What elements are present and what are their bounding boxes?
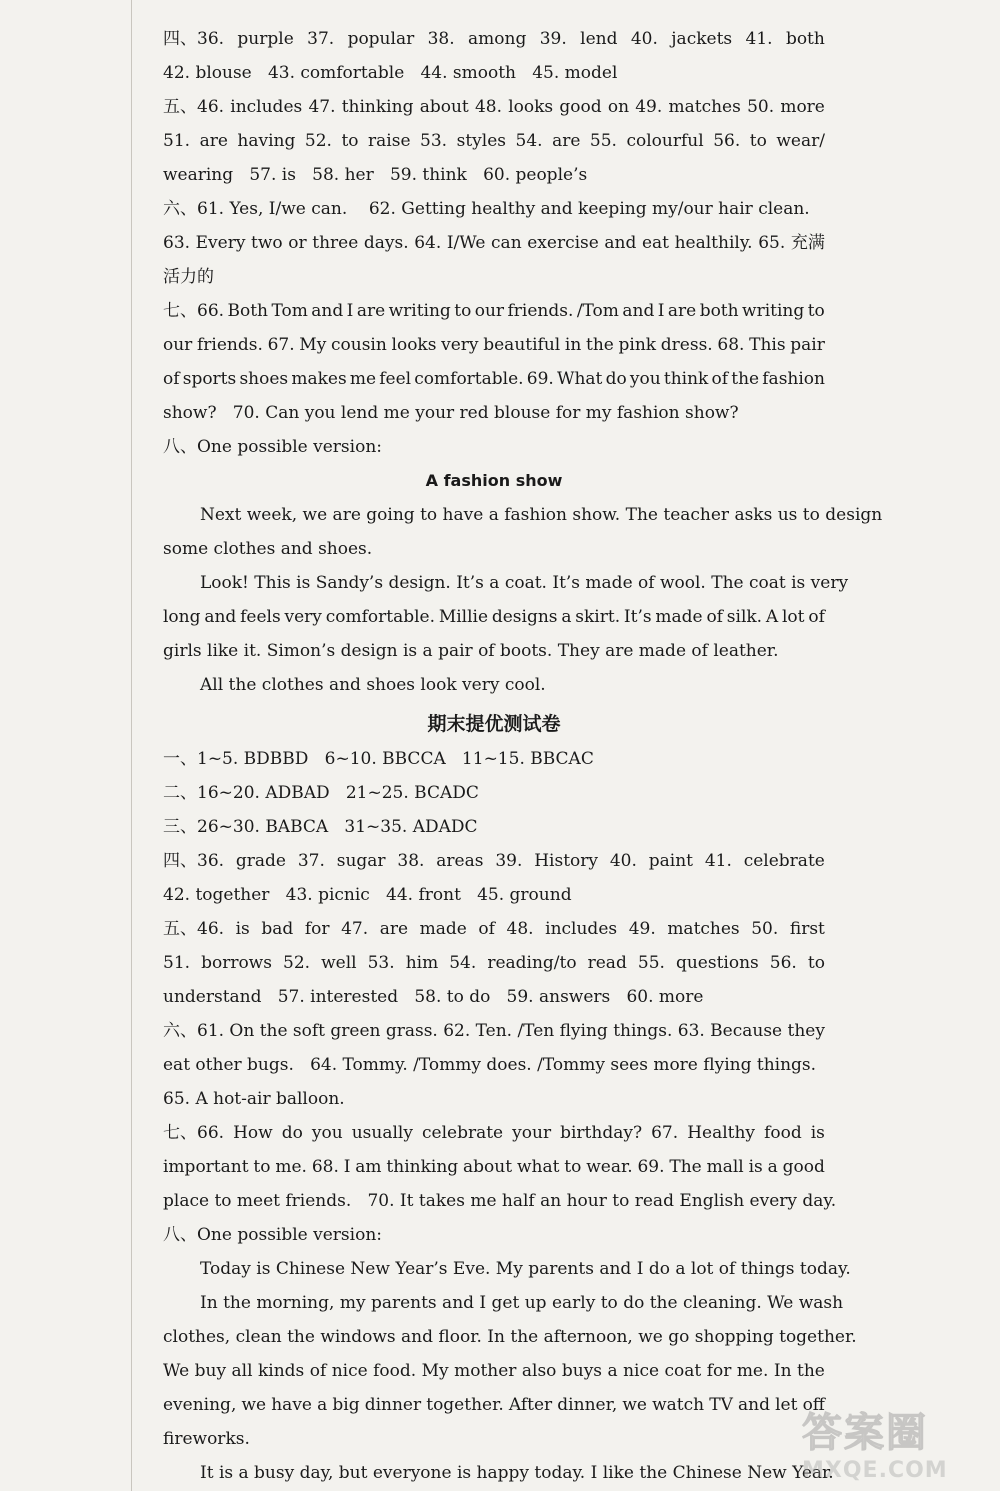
- text-line: [163, 844, 825, 878]
- site-watermark: [802, 1401, 992, 1489]
- word: or: [288, 233, 307, 253]
- word: 39.: [539, 29, 567, 49]
- paragraph-line: All the clothes and shoes look very cool.: [200, 675, 546, 695]
- word: cousin: [331, 335, 387, 355]
- text-line: [163, 22, 825, 56]
- text-line: clothes, clean the windows and floor. In the afternoon, we go shopping together.: [163, 1327, 857, 1347]
- word: about: [463, 1157, 513, 1177]
- section-heading: 期末提优测试卷: [427, 713, 561, 735]
- text-line: [163, 124, 825, 158]
- word: 68.: [311, 1157, 339, 1177]
- word: Millie: [438, 607, 489, 627]
- word: the: [796, 1361, 825, 1381]
- word: healthily.: [674, 233, 753, 253]
- word: eat: [641, 233, 669, 253]
- word: styles: [456, 131, 506, 151]
- word: 49.: [628, 919, 656, 939]
- word: 52.: [304, 131, 332, 151]
- word: the: [585, 335, 614, 355]
- word: soft: [292, 1021, 325, 1041]
- word: grade: [235, 851, 286, 871]
- word: I: [343, 1157, 351, 1177]
- word: 63.: [677, 1021, 705, 1041]
- word: of: [711, 369, 729, 389]
- word: we: [241, 1395, 267, 1415]
- text-line: [163, 362, 825, 396]
- word: 65.: [758, 233, 786, 253]
- word: After: [508, 1395, 553, 1415]
- text-line: wearing 57. is 58. her 59. think 60. people’s: [163, 165, 588, 185]
- word: in: [564, 335, 582, 355]
- word: skirt.: [575, 607, 621, 627]
- word: What: [556, 369, 603, 389]
- word: 49.: [635, 97, 663, 117]
- word: food.: [373, 1361, 417, 1381]
- word: writing: [388, 301, 451, 321]
- word: a: [607, 1361, 618, 1381]
- word: are: [667, 301, 697, 321]
- word: the: [259, 1021, 288, 1041]
- word: It’s: [623, 607, 652, 627]
- word: days.: [363, 233, 409, 253]
- text-line: eat other bugs. 64. Tommy. /Tommy does. /Tommy sees more flying things.: [163, 1055, 817, 1075]
- word: let: [775, 1395, 798, 1415]
- text-line: [163, 912, 825, 946]
- word: 38.: [397, 851, 425, 871]
- word: to: [564, 1157, 582, 1177]
- word: very: [284, 607, 322, 627]
- word: for: [304, 919, 330, 939]
- word: 52.: [283, 953, 311, 973]
- word: more: [780, 97, 825, 117]
- word: 54.: [515, 131, 543, 151]
- text-line: 65. A hot-air balloon.: [163, 1089, 345, 1109]
- word: me.: [275, 1157, 307, 1177]
- word: Because: [710, 1021, 783, 1041]
- word: watch: [652, 1395, 705, 1415]
- word: My: [299, 335, 327, 355]
- word: bad: [261, 919, 294, 939]
- word: celebrate: [743, 851, 825, 871]
- word: read: [587, 953, 627, 973]
- word: of: [706, 607, 723, 627]
- word: The: [669, 1157, 702, 1177]
- word: is: [810, 1123, 825, 1143]
- word: 55.: [637, 953, 665, 973]
- text-line: [163, 328, 825, 362]
- word: and: [311, 301, 344, 321]
- word: buys: [561, 1361, 603, 1381]
- text-line: 六、61. Yes, I/we can. 62. Getting healthy and keeping my/our hair clean.: [163, 199, 810, 219]
- word: your: [512, 1123, 552, 1143]
- word: A: [765, 607, 779, 627]
- word: 67.: [267, 335, 295, 355]
- text-line: place to meet friends. 70. It takes me half an hour to read English every day.: [163, 1191, 837, 1211]
- word: to: [749, 131, 767, 151]
- text-line: 八、One possible version:: [163, 1225, 382, 1245]
- word: Healthy: [687, 1123, 756, 1143]
- word: do: [605, 369, 627, 389]
- word: 50.: [747, 97, 775, 117]
- word: mall: [706, 1157, 744, 1177]
- word: are: [379, 919, 409, 939]
- paragraph-line: In the morning, my parents and I get up early to do the cleaning. We wash: [200, 1293, 844, 1313]
- word: 五、46.: [163, 919, 225, 939]
- word: evening,: [163, 1395, 237, 1415]
- word: Tom: [271, 301, 308, 321]
- word: TV: [709, 1395, 733, 1415]
- word: 41.: [745, 29, 773, 49]
- word: designs: [491, 607, 558, 627]
- text-line: [163, 294, 825, 328]
- word: and: [604, 233, 637, 253]
- word: I: [346, 301, 354, 321]
- word: 55.: [589, 131, 617, 151]
- word: purple: [237, 29, 294, 49]
- word: him: [405, 953, 439, 973]
- word: is: [235, 919, 250, 939]
- word: for: [706, 1361, 732, 1381]
- word: I: [657, 301, 665, 321]
- word: feel: [379, 369, 412, 389]
- word: 48.: [474, 97, 502, 117]
- word: things.: [613, 1021, 673, 1041]
- word: 50.: [751, 919, 779, 939]
- word: of: [163, 369, 180, 389]
- word: wear/: [776, 131, 825, 151]
- word: dress.: [660, 335, 713, 355]
- word: My: [421, 1361, 449, 1381]
- word: fashion: [762, 369, 825, 389]
- word: Both: [227, 301, 268, 321]
- word: Ten.: [475, 1021, 513, 1041]
- word: have: [271, 1395, 312, 1415]
- word: wear.: [586, 1157, 633, 1177]
- text-line: 三、26~30. BABCA 31~35. ADADC: [163, 817, 478, 837]
- word: two: [251, 233, 283, 253]
- word: a: [317, 1395, 328, 1415]
- text-line: show? 70. Can you lend me your red blouse for my fashion show?: [163, 403, 739, 423]
- word: lend: [580, 29, 618, 49]
- word: flying: [559, 1021, 608, 1041]
- text-line: some clothes and shoes.: [163, 539, 373, 559]
- word: friends.: [197, 335, 263, 355]
- word: and: [622, 301, 655, 321]
- word: lot: [782, 607, 805, 627]
- text-line: 一、1~5. BDBBD 6~10. BBCCA 11~15. BBCAC: [163, 749, 594, 769]
- word: are: [199, 131, 228, 151]
- word: me: [349, 369, 377, 389]
- word: popular: [347, 29, 415, 49]
- word: How: [233, 1123, 273, 1143]
- word: 47.: [308, 97, 336, 117]
- word: think: [663, 369, 709, 389]
- word: and: [204, 607, 237, 627]
- text-line: 42. together 43. picnic 44. front 45. ground: [163, 885, 572, 905]
- word: 37.: [297, 851, 325, 871]
- text-line: 二、16~20. ADBAD 21~25. BCADC: [163, 783, 479, 803]
- word: of: [808, 607, 825, 627]
- word: they: [787, 1021, 825, 1041]
- word: important: [163, 1157, 249, 1177]
- word: 七、66.: [163, 301, 225, 321]
- essay-title: A fashion show: [425, 471, 563, 490]
- word: to: [253, 1157, 271, 1177]
- word: well: [321, 953, 357, 973]
- word: 56.: [713, 131, 741, 151]
- word: exercise: [527, 233, 599, 253]
- word: green: [330, 1021, 381, 1041]
- word: the: [731, 369, 760, 389]
- word: colourful: [626, 131, 704, 151]
- word: am: [355, 1157, 382, 1177]
- word: do: [281, 1123, 303, 1143]
- word: shoes: [239, 369, 289, 389]
- word: /Tom: [576, 301, 619, 321]
- word: grass.: [385, 1021, 438, 1041]
- text-line: 42. blouse 43. comfortable 44. smooth 45. model: [163, 63, 618, 83]
- word: History: [534, 851, 598, 871]
- text-line: 活力的: [163, 267, 214, 287]
- word: of: [309, 1361, 327, 1381]
- word: includes: [230, 97, 303, 117]
- word: first: [789, 919, 825, 939]
- word: jackets: [671, 29, 733, 49]
- text-line: [163, 1116, 825, 1150]
- word: 69.: [637, 1157, 665, 1177]
- word: to: [341, 131, 359, 151]
- word: pair: [790, 335, 825, 355]
- text-line: [163, 1354, 825, 1388]
- word: kinds: [257, 1361, 305, 1381]
- word: areas: [436, 851, 484, 871]
- word: made: [655, 607, 703, 627]
- word: 40.: [630, 29, 658, 49]
- word: 四、36.: [163, 851, 225, 871]
- word: Every: [195, 233, 246, 253]
- word: In: [773, 1361, 792, 1381]
- word: includes: [545, 919, 618, 939]
- word: and: [738, 1395, 770, 1415]
- word: 62.: [443, 1021, 471, 1041]
- word: paint: [648, 851, 693, 871]
- word: made: [419, 919, 467, 939]
- word: /Ten: [517, 1021, 555, 1041]
- watermark-url: MXQE.COM: [802, 1458, 948, 1483]
- word: friends.: [507, 301, 574, 321]
- word: writing: [742, 301, 805, 321]
- word: dinner,: [557, 1395, 618, 1415]
- word: silk.: [726, 607, 763, 627]
- word: on: [607, 97, 630, 117]
- text-line: understand 57. interested 58. to do 59. answers 60. more: [163, 987, 704, 1007]
- word: are: [356, 301, 386, 321]
- text-line: fireworks.: [163, 1429, 250, 1449]
- word: to: [807, 953, 825, 973]
- word: celebrate: [422, 1123, 504, 1143]
- word: 64.: [414, 233, 442, 253]
- word: comfortable.: [414, 369, 524, 389]
- word: nice: [623, 1361, 660, 1381]
- word: makes: [291, 369, 347, 389]
- word: good: [782, 1157, 825, 1177]
- word: you: [311, 1123, 343, 1143]
- text-line: [163, 1014, 825, 1048]
- word: 56.: [769, 953, 797, 973]
- word: also: [521, 1361, 557, 1381]
- word: looks: [391, 335, 437, 355]
- word: dinner: [364, 1395, 422, 1415]
- word: 38.: [427, 29, 455, 49]
- word: 68.: [717, 335, 745, 355]
- word: 63.: [163, 233, 191, 253]
- word: matches: [668, 97, 741, 117]
- word: 41.: [704, 851, 732, 871]
- word: to: [807, 301, 825, 321]
- word: our: [163, 335, 193, 355]
- word: On: [229, 1021, 255, 1041]
- word: food: [764, 1123, 802, 1143]
- word: off: [802, 1395, 825, 1415]
- word: mother: [454, 1361, 517, 1381]
- word: we: [622, 1395, 647, 1415]
- word: coat: [664, 1361, 702, 1381]
- paragraph-line: Look! This is Sandy’s design. It’s a coat. It’s made of wool. The coat is very: [200, 573, 849, 593]
- text-line: [163, 90, 825, 124]
- word: borrows: [201, 953, 272, 973]
- word: 69.: [526, 369, 554, 389]
- word: birthday?: [560, 1123, 643, 1143]
- word: big: [332, 1395, 360, 1415]
- text-line: [163, 946, 825, 980]
- word: I/We: [446, 233, 486, 253]
- word: buy: [194, 1361, 227, 1381]
- word: 四、36.: [163, 29, 225, 49]
- word: among: [468, 29, 527, 49]
- text-line: girls like it. Simon’s design is a pair of boots. They are made of leather.: [163, 641, 779, 661]
- word: comfortable.: [325, 607, 435, 627]
- word: very: [441, 335, 479, 355]
- word: 七、66.: [163, 1123, 225, 1143]
- word: 48.: [506, 919, 534, 939]
- word: our: [474, 301, 505, 321]
- word: together.: [426, 1395, 504, 1415]
- word: you: [629, 369, 661, 389]
- word: 67.: [651, 1123, 679, 1143]
- word: pink: [618, 335, 657, 355]
- text-line: [163, 1388, 825, 1422]
- word: This: [749, 335, 786, 355]
- word: 53.: [367, 953, 395, 973]
- word: 五、46.: [163, 97, 225, 117]
- word: matches: [667, 919, 740, 939]
- text-line: [163, 1150, 825, 1184]
- word: usually: [351, 1123, 413, 1143]
- word: good: [559, 97, 602, 117]
- paragraph-line: Next week, we are going to have a fashion show. The teacher asks us to design: [200, 505, 883, 525]
- word: are: [552, 131, 581, 151]
- word: 51.: [163, 953, 191, 973]
- word: 40.: [609, 851, 637, 871]
- word: looks: [508, 97, 554, 117]
- word: feels: [240, 607, 281, 627]
- word: We: [163, 1361, 190, 1381]
- word: 53.: [420, 131, 448, 151]
- word: thinking: [386, 1157, 459, 1177]
- word: reading/to: [487, 953, 577, 973]
- word: a: [767, 1157, 778, 1177]
- word: is: [748, 1157, 763, 1177]
- word: nice: [331, 1361, 368, 1381]
- word: can: [491, 233, 522, 253]
- word: all: [231, 1361, 253, 1381]
- word: about: [419, 97, 469, 117]
- word: me.: [736, 1361, 769, 1381]
- page-margin-line: [131, 0, 132, 1491]
- word: sports: [182, 369, 237, 389]
- word: what: [516, 1157, 560, 1177]
- text-line: [163, 600, 825, 634]
- word: three: [312, 233, 359, 253]
- text-line: 八、One possible version:: [163, 437, 382, 457]
- word: 51.: [163, 131, 191, 151]
- word: thinking: [341, 97, 414, 117]
- watermark-logo: 答案圈: [802, 1410, 928, 1456]
- word: 47.: [341, 919, 369, 939]
- word: to: [454, 301, 472, 321]
- word: long: [163, 607, 201, 627]
- word: questions: [675, 953, 759, 973]
- word: having: [237, 131, 296, 151]
- word: beautiful: [483, 335, 561, 355]
- word: sugar: [336, 851, 386, 871]
- word: 37.: [307, 29, 335, 49]
- word: a: [561, 607, 572, 627]
- word: both: [785, 29, 825, 49]
- word: 54.: [449, 953, 477, 973]
- word: of: [478, 919, 495, 939]
- paragraph-line: Today is Chinese New Year’s Eve. My parents and I do a lot of things today.: [200, 1259, 851, 1279]
- word: both: [699, 301, 739, 321]
- word: 39.: [495, 851, 523, 871]
- word: raise: [368, 131, 411, 151]
- paragraph-line: It is a busy day, but everyone is happy today. I like the Chinese New Year.: [200, 1463, 834, 1483]
- word: 六、61.: [163, 1021, 225, 1041]
- word: 充满: [790, 233, 825, 253]
- text-line: [163, 226, 825, 260]
